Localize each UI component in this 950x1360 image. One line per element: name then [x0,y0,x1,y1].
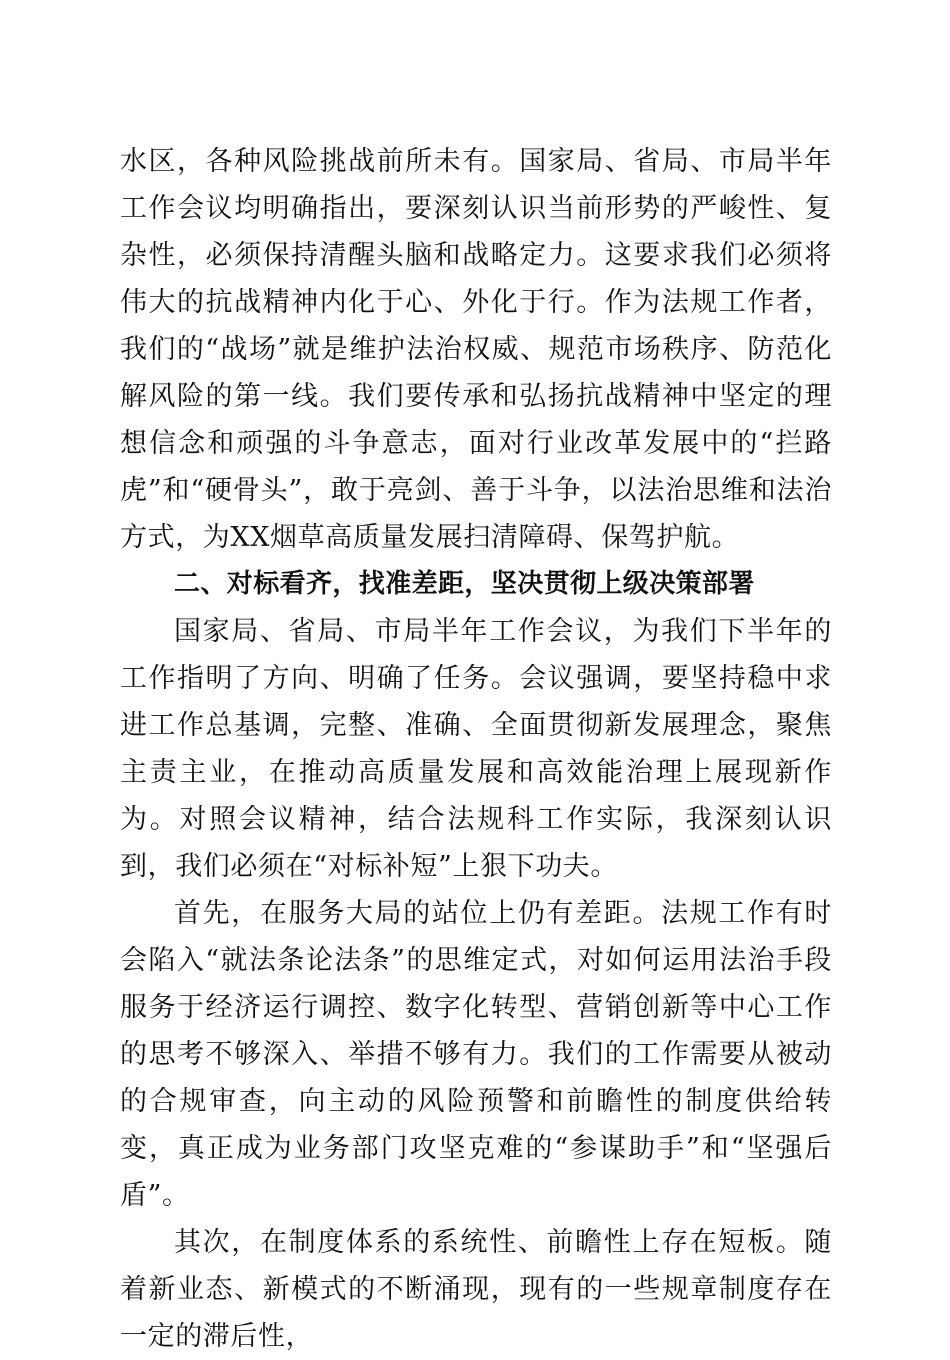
paragraph: 首先，在服务大局的站位上仍有差距。法规工作有时会陷入“就法条论法条”的思维定式，对如何运用法治手段服务于经济运行调控、数字化转型、营销创新等中心工作的思考不够深入、举措不够有力。我们的工作需要从被动的合规审查，向主动的风险预警和前瞻性的制度供给转变，真正成为业务部门攻坚克难的“参谋助手”和“坚强后盾”。 [120,898,832,1211]
section-heading: 二、对标看齐，找准差距，坚决贯彻上级决策部署 [174,569,755,599]
paragraph: 国家局、省局、市局半年工作会议，为我们下半年的工作指明了方向、明确了任务。会议强调，要坚持稳中求进工作总基调，完整、准确、全面贯彻新发展理念，聚焦主责主业，在推动高质量发展和高效能治理上展现新作为。对照会议精神，结合法规科工作实际，我深刻认识到，我们必须在“对标补短”上狠下功夫。 [120,616,832,882]
paragraph: 其次，在制度体系的系统性、前瞻性上存在短板。随着新业态、新模式的不断涌现，现有的一些规章制度存在一定的滞后性， [120,1227,832,1352]
document-body [120,138,832,1360]
paragraph-continued: 水区，各种风险挑战前所未有。国家局、省局、市局半年工作会议均明确指出，要深刻认识当前形势的严峻性、复杂性，必须保持清醒头脑和战略定力。这要求我们必须将伟大的抗战精神内化于心、外化于行。作为法规工作者，我们的“战场”就是维护法治权威、规范市场秩序、防范化解风险的第一线。我们要传承和弘扬抗战精神中坚定的理想信念和顽强的斗争意志，面对行业改革发展中的“拦路虎”和“硬骨头”，敢于亮剑、善于斗争，以法治思维和法治方式，为XX烟草高质量发展扫清障碍、保驾护航。 [120,146,832,553]
